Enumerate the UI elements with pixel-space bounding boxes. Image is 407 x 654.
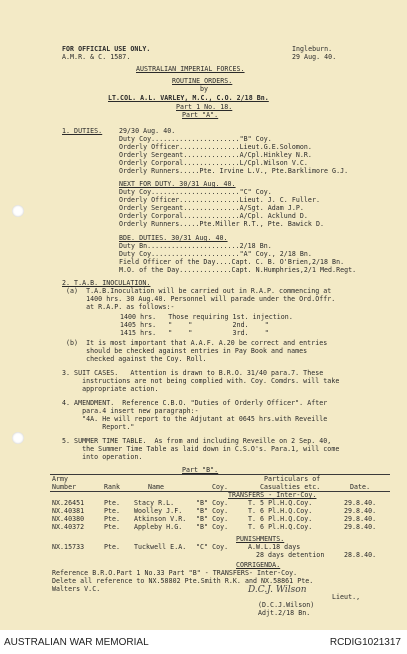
duty-row: Orderly Runners.....Pte. Irvine L.V., Pte.Barklimore G.J. (119, 167, 349, 175)
company: "C" Coy. (196, 543, 229, 551)
army-number: NX.40380 (52, 515, 85, 523)
part-a-heading: Part "A". (182, 111, 219, 119)
tab-line: checked against the Coy. Roll. (66, 355, 207, 363)
date: 29.8.40. (344, 515, 377, 523)
archive-name: AUSTRALIAN WAR MEMORIAL (4, 637, 149, 648)
name: Woolley J.F. (134, 507, 183, 515)
company: "B" Coy. (196, 507, 229, 515)
rank: Pte. (104, 543, 121, 551)
tab-line: (a) T.A.B.Inoculation will be carried out in R.A.P. commencing at (66, 287, 332, 295)
tab-line: (b) It is most important that A.A.F. A.20 be correct and entries (66, 339, 328, 347)
duty-row: Field Officer of the Day....Capt. C. B. O'Brien,2/18 Bn. (119, 258, 345, 266)
corrigenda-heading: CORRIGENDA. (236, 561, 281, 569)
amendment-line: Report." (62, 423, 135, 431)
particulars: A.W.L.18 days (248, 543, 301, 551)
particulars: T. 5 Pl.H.Q.Coy. (248, 499, 313, 507)
duties-heading: 1. DUTIES. (62, 127, 103, 135)
reference-number: A.M.R. & C. 1587. (62, 53, 131, 61)
corrigenda-line: Delete all reference to NX.58802 Pte.Smith R.K. and NX.58861 Pte. (52, 577, 314, 585)
signature-role: Adjt.2/18 Bn. (258, 609, 311, 617)
summer-line: 5. SUMMER TIME TABLE. As from and including Reveille on 2 Sep. 40, (62, 437, 332, 445)
duty-row: Duty Coy......................"A" Coy., 2/18 Bn. (119, 250, 312, 258)
particulars: 28 days detention (256, 551, 325, 559)
amendment-line: para.4 insert new paragraph:- (62, 407, 199, 415)
date: 29.8.40. (344, 507, 377, 515)
duty-row: Duty Coy......................"B" Coy. (119, 135, 272, 143)
suitcases-line: instructions are not being complied with. Coy. Comdrs. will take (62, 377, 340, 385)
suitcases-line: appropriate action. (62, 385, 159, 393)
schedule-row: 1400 hrs. Those requiring 1st. injection. (120, 313, 293, 321)
army-number: NX.15733 (52, 543, 85, 551)
summer-line: the Summer Time Table as laid down in C.S.O's. Para.1, will come (62, 445, 340, 453)
tab-line: 1400 hrs. 30 Aug.40. Personnel will parade under the Ord.Offr. (66, 295, 336, 303)
column-header: Army (52, 475, 69, 483)
army-number: NX.26451 (52, 499, 85, 507)
punch-hole (12, 432, 24, 444)
duties-date: 29/30 Aug. 40. (119, 127, 176, 135)
army-number: NX.40372 (52, 523, 85, 531)
company: "B" Coy. (196, 499, 229, 507)
date: 28.8.40. (344, 551, 377, 559)
duty-row: Orderly Sergeant..............A/Cpl.Hinkley N.R. (119, 151, 312, 159)
archive-footer (0, 630, 407, 654)
rank: Pte. (104, 499, 121, 507)
punishments-heading: PUNISHMENTS. (236, 535, 285, 543)
particulars: T. 6 Pl.H.Q.Coy. (248, 507, 313, 515)
rank: Pte. (104, 507, 121, 515)
corrigenda-line: Reference B.R.O.Part 1 No.33 Part "B" - TRANSFERS- Inter-Coy. (52, 569, 298, 577)
document-date: 29 Aug. 40. (292, 53, 337, 61)
corrigenda-line: Walters V.C. (52, 585, 101, 593)
tab-line: at R.A.P. as follows:- (66, 303, 175, 311)
tab-heading: 2. T.A.B. INOCULATION. (62, 279, 151, 287)
name: Tuckwell E.A. (134, 543, 187, 551)
name: Appleby H.G. (134, 523, 183, 531)
table-rule (50, 474, 390, 475)
company: "B" Coy. (196, 523, 229, 531)
column-header: Coy. (212, 483, 229, 491)
part-b-heading: Part "B". (182, 466, 219, 474)
schedule-row: 1415 hrs. " " 3rd. " (120, 329, 269, 337)
company: "B" Coy. (196, 515, 229, 523)
rank: Pte. (104, 515, 121, 523)
column-header: Name (148, 483, 165, 491)
date: 29.8.40. (344, 523, 377, 531)
column-header: Particulars of (264, 475, 321, 483)
army-number: NX.40381 (52, 507, 85, 515)
duty-row: Orderly Corporal..............L/Cpl.Wilson V.C. (119, 159, 308, 167)
duty-row: Orderly Officer...............Lieut.G.E.Solomon. (119, 143, 312, 151)
suitcases-line: 3. SUIT CASES. Attention is drawn to B.R.O. 31/40 para.7. These (62, 369, 324, 377)
duty-row: Orderly Officer...............Lieut. J. C. Fuller. (119, 196, 320, 204)
name: Stacy R.L. (134, 499, 175, 507)
official-use-label: FOR OFFICIAL USE ONLY. (62, 45, 151, 53)
signature-name: (D.C.J.Wilson) (258, 601, 315, 609)
duty-row: Orderly Runners.....Pte.Miller R.T., Pte. Bawick D. (119, 220, 325, 228)
column-header: Date. (350, 483, 371, 491)
schedule-row: 1405 hrs. " " 2nd. " (120, 321, 269, 329)
next-for-duty-heading: NEXT FOR DUTY. 30/31 Aug. 40. (119, 180, 236, 188)
amendment-line: 4. AMENDMENT. Reference C.B.O. "Duties of Orderly Officer". After (62, 399, 328, 407)
date: 29.8.40. (344, 499, 377, 507)
commanding-officer: LT.COL. A.L. VARLEY, M.C., C.O. 2/18 Bn. (108, 94, 269, 102)
part-number: Part 1 No. 18. (176, 103, 233, 111)
column-header: Casualties etc. (260, 483, 321, 491)
force-title: AUSTRALIAN IMPERIAL FORCES. (136, 65, 245, 73)
column-header: Rank (104, 483, 121, 491)
table-rule (50, 491, 390, 492)
tab-line: should be checked against entries in Pay Book and names (66, 347, 308, 355)
amendment-line: "4A. He will report to the Adjutant at 0645 hrs.with Reveille (62, 415, 328, 423)
place: Ingleburn. (292, 45, 333, 53)
duty-row: Orderly Corporal..............A/Cpl. Acklund D. (119, 212, 308, 220)
column-header: Number (52, 483, 77, 491)
duty-row: Duty Bn.......................2/18 Bn. (119, 242, 272, 250)
duty-row: M.O. of the Day.............Capt. N.Humphries,2/1 Med.Regt. (119, 266, 357, 274)
duty-row: Orderly Sergeant..............A/Sgt. Adam J.P. (119, 204, 304, 212)
rank: Pte. (104, 523, 121, 531)
handwritten-signature: D.C.J. Wilson (248, 585, 307, 595)
name: Atkinson V.R. (134, 515, 187, 523)
archive-id: RCDIG1021317 (329, 637, 401, 648)
particulars: T. 6 Pl.H.Q.Coy. (248, 523, 313, 531)
particulars: T. 6 Pl.H.Q.Coy. (248, 515, 313, 523)
transfers-heading: TRANSFERS - Inter-Coy. (228, 491, 317, 499)
punch-hole (12, 205, 24, 217)
orders-title: ROUTINE ORDERS. (172, 77, 233, 85)
signature-rank: Lieut., (332, 593, 361, 601)
by-label: by (200, 85, 209, 93)
bde-duties-heading: BDE. DUTIES. 30/31 Aug. 40. (119, 234, 228, 242)
duty-row: Duty Coy......................"C" Coy. (119, 188, 272, 196)
summer-line: into operation. (62, 453, 143, 461)
